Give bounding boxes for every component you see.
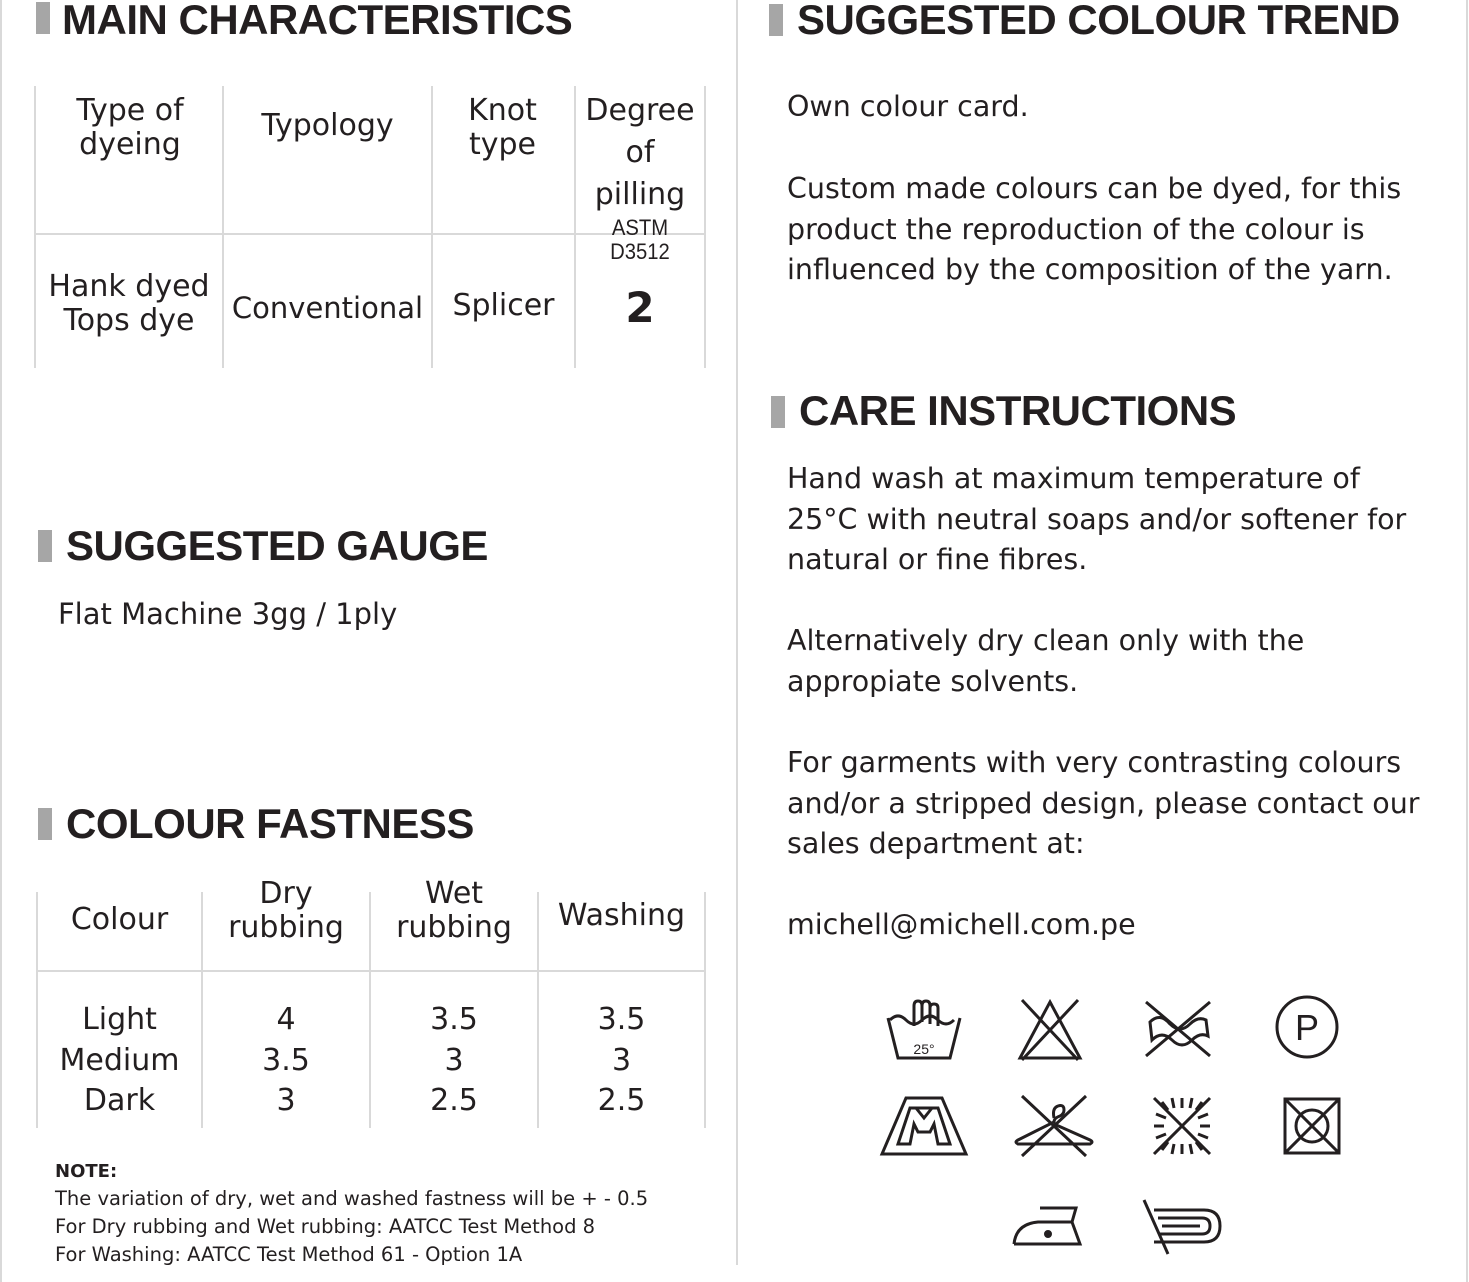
header-typology: Typology xyxy=(261,108,394,143)
header-type-of-dyeing: Type of dyeing xyxy=(76,93,184,162)
table-cell: Dark xyxy=(83,1083,156,1119)
suggested-gauge-text: Flat Machine 3gg / 1ply xyxy=(58,597,398,631)
left-border xyxy=(0,0,2,1282)
wash-temp-label: 25° xyxy=(913,1041,935,1057)
do-not-brush-icon xyxy=(1148,1094,1216,1158)
header-degree-of-pilling xyxy=(576,90,704,264)
table-cell: Light xyxy=(82,1002,157,1038)
do-not-iron-steam-icon xyxy=(1140,1196,1224,1258)
section-marker xyxy=(36,2,50,34)
dyeing-value-hank: Hank dyed xyxy=(48,269,210,304)
table-cell: 2.5 xyxy=(597,1083,646,1119)
dyeing-value-tops: Tops dye xyxy=(63,303,195,338)
section-marker xyxy=(38,808,52,840)
table-cell: 3.5 xyxy=(262,1042,310,1078)
hand-wash-25-icon xyxy=(884,996,964,1064)
table-cell: 3 xyxy=(276,1083,296,1119)
do-not-bleach-icon xyxy=(1016,996,1084,1062)
care-p3: For garments with very contrasting colours and/or a stripped design, please contact our sales department at: xyxy=(787,746,1420,860)
care-p1: Hand wash at maximum temperature of 25°C with neutral soaps and/or softener for natural or fine fibres. xyxy=(787,462,1407,576)
iron-low-icon xyxy=(1010,1200,1086,1248)
right-border xyxy=(1466,0,1468,1282)
table-cell: 4 xyxy=(276,1002,296,1038)
table-cell: 2.5 xyxy=(430,1083,478,1119)
do-not-tumble-dry-icon xyxy=(1282,1096,1342,1156)
table-cell: 3 xyxy=(444,1042,464,1078)
knot-value: Splicer xyxy=(452,288,555,323)
colour-fastness-title: COLOUR FASTNESS xyxy=(66,800,474,847)
section-marker xyxy=(38,530,52,562)
dyeing-value xyxy=(36,268,222,340)
typology-value: Conventional xyxy=(231,291,424,325)
row-washing-values xyxy=(539,1000,704,1122)
do-not-hang-dry-icon xyxy=(1012,1092,1096,1160)
table-cell: 3 xyxy=(611,1042,632,1078)
care-instructions-title: CARE INSTRUCTIONS xyxy=(799,387,1237,434)
note-line: For Dry rubbing and Wet rubbing: AATCC Test Method 8 xyxy=(55,1215,596,1238)
care-p2: Alternatively dry clean only with the appropiate solvents. xyxy=(787,624,1305,698)
colour-trend-p1: Own colour card. xyxy=(787,90,1029,123)
colour-trend-title: SUGGESTED COLOUR TREND xyxy=(797,0,1400,43)
header-dry-rubbing: Dry rubbing xyxy=(228,876,344,945)
row-wet-values xyxy=(371,1000,537,1122)
header-degree-of-pilling-label: Degree of pilling xyxy=(585,93,695,212)
dry-flat-icon xyxy=(878,1094,970,1158)
section-marker xyxy=(769,4,783,36)
main-characteristics-title: MAIN CHARACTERISTICS xyxy=(62,0,573,43)
pilling-standard: ASTM D3512 xyxy=(610,215,670,264)
header-colour: Colour xyxy=(70,902,169,937)
table-cell: 3.5 xyxy=(430,1002,478,1038)
header-knot-type: Knot type xyxy=(468,93,537,162)
note-line: For Washing: AATCC Test Method 61 - Option 1A xyxy=(55,1243,523,1266)
care-email: michell@michell.com.pe xyxy=(787,908,1136,941)
do-not-wring-icon xyxy=(1142,998,1214,1060)
colour-trend-p2: Custom made colours can be dyed, for this product the reproduction of the colour is influenced by the composition of the yarn. xyxy=(787,172,1402,286)
note-label: NOTE: xyxy=(55,1161,118,1182)
table-cell: Medium xyxy=(59,1042,180,1078)
dry-clean-p-icon xyxy=(1274,994,1340,1060)
svg-text:P: P xyxy=(1294,1007,1320,1048)
section-marker xyxy=(771,396,785,428)
suggested-gauge-title: SUGGESTED GAUGE xyxy=(66,522,488,569)
row-colour-labels xyxy=(38,1000,201,1122)
header-wet-rubbing: Wet rubbing xyxy=(396,876,512,945)
center-divider xyxy=(736,0,738,1265)
pilling-value: 2 xyxy=(625,283,655,332)
note-line: The variation of dry, wet and washed fastness will be + - 0.5 xyxy=(55,1187,649,1210)
header-washing: Washing xyxy=(557,898,686,933)
row-dry-values xyxy=(203,1000,369,1122)
table-cell: 3.5 xyxy=(597,1002,646,1038)
